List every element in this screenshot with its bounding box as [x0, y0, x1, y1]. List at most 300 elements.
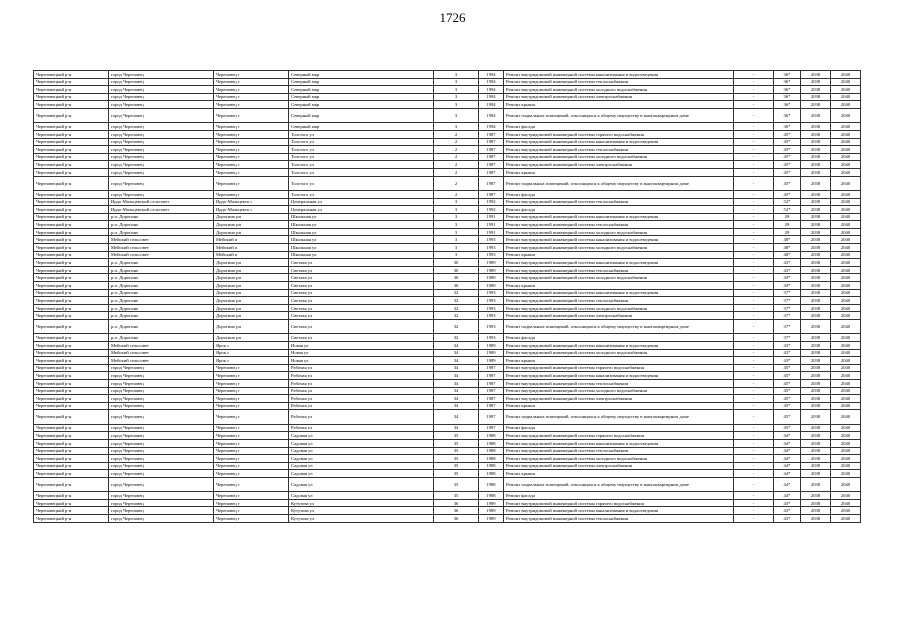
house-number-cell: 34: [434, 349, 479, 357]
district-cell: Череповецкий р-н: [34, 297, 109, 305]
end-year-cell: 2040: [831, 153, 861, 161]
table-body: [34, 71, 861, 523]
district-cell: Череповецкий р-н: [34, 236, 109, 244]
start-year-cell: 2038: [801, 146, 831, 154]
locality-cell: Череповец г: [214, 190, 289, 198]
work-type-cell: Ремонт подвальных помещений, относящихся к общему имуществу в многоквартирном доме: [504, 108, 734, 122]
settlement-cell: город Череповец: [109, 93, 214, 101]
cost-cell: 36*: [774, 78, 801, 86]
locality-cell: Череповец г: [214, 138, 289, 146]
locality-cell: Череповец г: [214, 402, 289, 410]
work-type-cell: Ремонт крыши: [504, 470, 734, 478]
end-year-cell: 2040: [831, 462, 861, 470]
street-cell: Светлая ул: [289, 259, 434, 267]
street-cell: Школьная ул: [289, 213, 434, 221]
street-cell: Новая ул: [289, 341, 434, 349]
start-year-cell: 2038: [801, 289, 831, 297]
settlement-cell: Ирдо-Мальцевский сельсовет: [109, 198, 214, 206]
settlement-cell: р.п. Дорогино: [109, 282, 214, 290]
cost-cell: 45*: [774, 387, 801, 395]
house-number-cell: 3: [434, 228, 479, 236]
end-year-cell: 2040: [831, 161, 861, 169]
end-year-cell: 2040: [831, 176, 861, 190]
settlement-cell: город Череповец: [109, 477, 214, 491]
repair-schedule-table: [33, 70, 861, 523]
placeholder-cell: -: [734, 379, 774, 387]
district-cell: Череповецкий р-н: [34, 71, 109, 79]
cost-cell: 37*: [774, 304, 801, 312]
work-type-cell: Ремонт внутридомовой инженерной системы холодного водоснабжения: [504, 228, 734, 236]
end-year-cell: 2040: [831, 251, 861, 259]
built-year-cell: 1989: [479, 507, 504, 515]
street-cell: Северный мкр: [289, 108, 434, 122]
built-year-cell: 1989: [479, 282, 504, 290]
cost-cell: 36*: [774, 71, 801, 79]
built-year-cell: 1987: [479, 395, 504, 403]
cost-cell: 45*: [774, 168, 801, 176]
start-year-cell: 2038: [801, 349, 831, 357]
placeholder-cell: -: [734, 101, 774, 109]
work-type-cell: Ремонт крыши: [504, 168, 734, 176]
settlement-cell: город Череповец: [109, 176, 214, 190]
district-cell: Череповецкий р-н: [34, 349, 109, 357]
work-type-cell: Ремонт фасада: [504, 334, 734, 342]
table-row: [34, 101, 861, 109]
built-year-cell: 1987: [479, 138, 504, 146]
street-cell: Толстого ул: [289, 153, 434, 161]
street-cell: Рабочая ул: [289, 410, 434, 424]
placeholder-cell: -: [734, 78, 774, 86]
house-number-cell: 3: [434, 251, 479, 259]
placeholder-cell: -: [734, 168, 774, 176]
locality-cell: Ярок с: [214, 357, 289, 365]
table-row: [34, 470, 861, 478]
start-year-cell: 2038: [801, 439, 831, 447]
cost-cell: 44*: [774, 477, 801, 491]
placeholder-cell: -: [734, 213, 774, 221]
locality-cell: Череповец г: [214, 387, 289, 395]
house-number-cell: 3: [434, 206, 479, 214]
district-cell: Череповецкий р-н: [34, 320, 109, 334]
start-year-cell: 2038: [801, 395, 831, 403]
start-year-cell: 2038: [801, 206, 831, 214]
cost-cell: 44*: [774, 439, 801, 447]
placeholder-cell: -: [734, 123, 774, 131]
cost-cell: 43*: [774, 259, 801, 267]
cost-cell: 36*: [774, 86, 801, 94]
street-cell: Толстого ул: [289, 190, 434, 198]
placeholder-cell: -: [734, 130, 774, 138]
street-cell: Новая ул: [289, 349, 434, 357]
cost-cell: 36*: [774, 123, 801, 131]
work-type-cell: Ремонт внутридомовой инженерной системы канализования и водоотведения: [504, 439, 734, 447]
cost-cell: 45*: [774, 146, 801, 154]
settlement-cell: город Череповец: [109, 492, 214, 500]
built-year-cell: 1989: [479, 349, 504, 357]
work-type-cell: Ремонт крыши: [504, 402, 734, 410]
settlement-cell: р.п. Дорогино: [109, 259, 214, 267]
street-cell: Северный мкр: [289, 123, 434, 131]
table-row: [34, 274, 861, 282]
table-row: [34, 297, 861, 305]
built-year-cell: 1988: [479, 477, 504, 491]
table-row: [34, 349, 861, 357]
street-cell: Рабочая ул: [289, 387, 434, 395]
built-year-cell: 1991: [479, 221, 504, 229]
locality-cell: Череповец г: [214, 379, 289, 387]
locality-cell: Дорогино рп: [214, 266, 289, 274]
district-cell: Череповецкий р-н: [34, 93, 109, 101]
locality-cell: Череповец г: [214, 372, 289, 380]
settlement-cell: р.п. Дорогино: [109, 221, 214, 229]
end-year-cell: 2040: [831, 86, 861, 94]
house-number-cell: 35: [434, 470, 479, 478]
built-year-cell: 1988: [479, 492, 504, 500]
house-number-cell: 3: [434, 198, 479, 206]
street-cell: Светлая ул: [289, 274, 434, 282]
table-row: [34, 507, 861, 515]
district-cell: Череповецкий р-н: [34, 304, 109, 312]
cost-cell: 37*: [774, 297, 801, 305]
settlement-cell: город Череповец: [109, 402, 214, 410]
work-type-cell: Ремонт крыши: [504, 357, 734, 365]
placeholder-cell: -: [734, 341, 774, 349]
table-row: [34, 266, 861, 274]
district-cell: Череповецкий р-н: [34, 410, 109, 424]
table-row: [34, 123, 861, 131]
street-cell: Новая ул: [289, 357, 434, 365]
placeholder-cell: -: [734, 274, 774, 282]
start-year-cell: 2038: [801, 236, 831, 244]
cost-cell: 45*: [774, 410, 801, 424]
street-cell: Рабочая ул: [289, 402, 434, 410]
house-number-cell: 35: [434, 432, 479, 440]
work-type-cell: Ремонт внутридомовой инженерной системы теплоснабжения: [504, 515, 734, 523]
locality-cell: Дорогино рп: [214, 282, 289, 290]
built-year-cell: 1987: [479, 364, 504, 372]
district-cell: Череповецкий р-н: [34, 432, 109, 440]
street-cell: Светлая ул: [289, 304, 434, 312]
street-cell: Светлая ул: [289, 289, 434, 297]
street-cell: Светлая ул: [289, 282, 434, 290]
placeholder-cell: -: [734, 349, 774, 357]
street-cell: Кутузова ул: [289, 499, 434, 507]
locality-cell: Череповец г: [214, 410, 289, 424]
built-year-cell: 1989: [479, 259, 504, 267]
locality-cell: Дорогино рп: [214, 221, 289, 229]
street-cell: Рабочая ул: [289, 372, 434, 380]
placeholder-cell: -: [734, 410, 774, 424]
settlement-cell: Мейский сельсовет: [109, 236, 214, 244]
locality-cell: Череповец г: [214, 168, 289, 176]
start-year-cell: 2038: [801, 244, 831, 252]
cost-cell: 45*: [774, 372, 801, 380]
house-number-cell: 3: [434, 221, 479, 229]
end-year-cell: 2040: [831, 432, 861, 440]
built-year-cell: 1988: [479, 432, 504, 440]
work-type-cell: Ремонт внутридомовой инженерной системы холодного водоснабжения: [504, 244, 734, 252]
settlement-cell: город Череповец: [109, 379, 214, 387]
settlement-cell: р.п. Дорогино: [109, 312, 214, 320]
start-year-cell: 2038: [801, 71, 831, 79]
end-year-cell: 2040: [831, 477, 861, 491]
settlement-cell: Мейский сельсовет: [109, 251, 214, 259]
built-year-cell: 1991: [479, 228, 504, 236]
page-number: 1726: [439, 10, 466, 25]
work-type-cell: Ремонт фасада: [504, 123, 734, 131]
built-year-cell: 1993: [479, 244, 504, 252]
district-cell: Череповецкий р-н: [34, 341, 109, 349]
work-type-cell: Ремонт внутридомовой инженерной системы теплоснабжения: [504, 447, 734, 455]
district-cell: Череповецкий р-н: [34, 161, 109, 169]
start-year-cell: 2038: [801, 320, 831, 334]
house-number-cell: 34: [434, 341, 479, 349]
table-row: [34, 221, 861, 229]
house-number-cell: 2: [434, 130, 479, 138]
house-number-cell: 2: [434, 153, 479, 161]
work-type-cell: Ремонт внутридомовой инженерной системы холодного водоснабжения: [504, 349, 734, 357]
end-year-cell: 2040: [831, 130, 861, 138]
cost-cell: 48*: [774, 251, 801, 259]
district-cell: Череповецкий р-н: [34, 515, 109, 523]
start-year-cell: 2038: [801, 176, 831, 190]
locality-cell: Череповец г: [214, 101, 289, 109]
built-year-cell: 1987: [479, 130, 504, 138]
work-type-cell: Ремонт внутридомовой инженерной системы холодного водоснабжения: [504, 153, 734, 161]
table-row: [34, 515, 861, 523]
built-year-cell: 1994: [479, 86, 504, 94]
end-year-cell: 2040: [831, 274, 861, 282]
built-year-cell: 1993: [479, 304, 504, 312]
district-cell: Череповецкий р-н: [34, 357, 109, 365]
house-number-cell: 2: [434, 146, 479, 154]
street-cell: Садовая ул: [289, 439, 434, 447]
house-number-cell: 2: [434, 138, 479, 146]
cost-cell: 44*: [774, 432, 801, 440]
placeholder-cell: -: [734, 357, 774, 365]
table-row: [34, 492, 861, 500]
street-cell: Северный мкр: [289, 71, 434, 79]
house-number-cell: 34: [434, 387, 479, 395]
locality-cell: Череповец г: [214, 455, 289, 463]
cost-cell: 48*: [774, 244, 801, 252]
built-year-cell: 1988: [479, 470, 504, 478]
built-year-cell: 1988: [479, 439, 504, 447]
settlement-cell: город Череповец: [109, 424, 214, 432]
end-year-cell: 2040: [831, 259, 861, 267]
table-row: [34, 341, 861, 349]
settlement-cell: город Череповец: [109, 447, 214, 455]
work-type-cell: Ремонт внутридомовой инженерной системы теплоснабжения: [504, 198, 734, 206]
work-type-cell: Ремонт внутридомовой инженерной системы теплоснабжения: [504, 379, 734, 387]
end-year-cell: 2040: [831, 312, 861, 320]
settlement-cell: р.п. Дорогино: [109, 274, 214, 282]
placeholder-cell: -: [734, 190, 774, 198]
end-year-cell: 2040: [831, 470, 861, 478]
district-cell: Череповецкий р-н: [34, 228, 109, 236]
placeholder-cell: -: [734, 304, 774, 312]
house-number-cell: 32: [434, 320, 479, 334]
start-year-cell: 2038: [801, 432, 831, 440]
district-cell: Череповецкий р-н: [34, 108, 109, 122]
built-year-cell: 1987: [479, 402, 504, 410]
district-cell: Череповецкий р-н: [34, 289, 109, 297]
street-cell: Садовая ул: [289, 477, 434, 491]
built-year-cell: 1989: [479, 499, 504, 507]
placeholder-cell: -: [734, 146, 774, 154]
table-row: [34, 153, 861, 161]
street-cell: Светлая ул: [289, 297, 434, 305]
placeholder-cell: -: [734, 221, 774, 229]
locality-cell: Череповец г: [214, 477, 289, 491]
settlement-cell: город Череповец: [109, 372, 214, 380]
placeholder-cell: -: [734, 93, 774, 101]
settlement-cell: город Череповец: [109, 439, 214, 447]
start-year-cell: 2038: [801, 251, 831, 259]
end-year-cell: 2040: [831, 282, 861, 290]
street-cell: Толстого ул: [289, 146, 434, 154]
table-row: [34, 71, 861, 79]
locality-cell: Дорогино рп: [214, 228, 289, 236]
locality-cell: Череповец г: [214, 364, 289, 372]
placeholder-cell: -: [734, 387, 774, 395]
end-year-cell: 2040: [831, 341, 861, 349]
settlement-cell: город Череповец: [109, 108, 214, 122]
locality-cell: Череповец г: [214, 161, 289, 169]
work-type-cell: Ремонт внутридомовой инженерной системы электроснабжения: [504, 161, 734, 169]
placeholder-cell: -: [734, 153, 774, 161]
end-year-cell: 2040: [831, 244, 861, 252]
street-cell: Кутузова ул: [289, 507, 434, 515]
built-year-cell: 1994: [479, 123, 504, 131]
table-row: [34, 432, 861, 440]
start-year-cell: 2038: [801, 198, 831, 206]
settlement-cell: город Череповец: [109, 130, 214, 138]
start-year-cell: 2038: [801, 101, 831, 109]
end-year-cell: 2040: [831, 320, 861, 334]
cost-cell: 43*: [774, 507, 801, 515]
work-type-cell: Ремонт внутридомовой инженерной системы канализования и водоотведения: [504, 507, 734, 515]
table-row: [34, 424, 861, 432]
locality-cell: Череповец г: [214, 470, 289, 478]
settlement-cell: город Череповец: [109, 161, 214, 169]
built-year-cell: 1987: [479, 190, 504, 198]
built-year-cell: 1989: [479, 357, 504, 365]
locality-cell: Дорогино рп: [214, 320, 289, 334]
house-number-cell: 2: [434, 168, 479, 176]
table-row: [34, 251, 861, 259]
work-type-cell: Ремонт внутридомовой инженерной системы горячего водоснабжения: [504, 432, 734, 440]
built-year-cell: 1993: [479, 289, 504, 297]
cost-cell: 43*: [774, 357, 801, 365]
placeholder-cell: -: [734, 266, 774, 274]
locality-cell: Ирдо-Мальцевск с: [214, 206, 289, 214]
work-type-cell: Ремонт внутридомовой инженерной системы канализования и водоотведения: [504, 259, 734, 267]
end-year-cell: 2040: [831, 266, 861, 274]
house-number-cell: 30: [434, 282, 479, 290]
end-year-cell: 2040: [831, 410, 861, 424]
street-cell: Светлая ул: [289, 320, 434, 334]
district-cell: Череповецкий р-н: [34, 198, 109, 206]
cost-cell: 52*: [774, 206, 801, 214]
placeholder-cell: -: [734, 108, 774, 122]
street-cell: Северный мкр: [289, 86, 434, 94]
end-year-cell: 2040: [831, 499, 861, 507]
settlement-cell: город Череповец: [109, 71, 214, 79]
start-year-cell: 2038: [801, 387, 831, 395]
locality-cell: Череповец г: [214, 424, 289, 432]
start-year-cell: 2038: [801, 424, 831, 432]
house-number-cell: 3: [434, 236, 479, 244]
work-type-cell: Ремонт внутридомовой инженерной системы горячего водоснабжения: [504, 130, 734, 138]
table-row: [34, 499, 861, 507]
cost-cell: 43*: [774, 515, 801, 523]
start-year-cell: 2038: [801, 515, 831, 523]
built-year-cell: 1988: [479, 462, 504, 470]
cost-cell: 44*: [774, 462, 801, 470]
placeholder-cell: -: [734, 515, 774, 523]
table-row: [34, 289, 861, 297]
start-year-cell: 2038: [801, 455, 831, 463]
locality-cell: Дорогино рп: [214, 334, 289, 342]
end-year-cell: 2040: [831, 71, 861, 79]
street-cell: Школьная ул: [289, 228, 434, 236]
settlement-cell: город Череповец: [109, 138, 214, 146]
district-cell: Череповецкий р-н: [34, 395, 109, 403]
built-year-cell: 1989: [479, 266, 504, 274]
house-number-cell: 35: [434, 477, 479, 491]
placeholder-cell: -: [734, 334, 774, 342]
table-row: [34, 395, 861, 403]
locality-cell: Ирдо-Мальцевск с: [214, 198, 289, 206]
table-row: [34, 455, 861, 463]
work-type-cell: Ремонт внутридомовой инженерной системы холодного водоснабжения: [504, 387, 734, 395]
placeholder-cell: -: [734, 507, 774, 515]
settlement-cell: р.п. Дорогино: [109, 334, 214, 342]
end-year-cell: 2040: [831, 206, 861, 214]
end-year-cell: 2040: [831, 101, 861, 109]
start-year-cell: 2038: [801, 492, 831, 500]
settlement-cell: город Череповец: [109, 387, 214, 395]
street-cell: Садовая ул: [289, 462, 434, 470]
start-year-cell: 2038: [801, 477, 831, 491]
end-year-cell: 2040: [831, 439, 861, 447]
street-cell: Светлая ул: [289, 312, 434, 320]
start-year-cell: 2038: [801, 470, 831, 478]
settlement-cell: город Череповец: [109, 146, 214, 154]
start-year-cell: 2038: [801, 213, 831, 221]
cost-cell: 45*: [774, 395, 801, 403]
built-year-cell: 1987: [479, 424, 504, 432]
house-number-cell: 32: [434, 289, 479, 297]
cost-cell: 43*: [774, 274, 801, 282]
table-row: [34, 168, 861, 176]
house-number-cell: 34: [434, 379, 479, 387]
work-type-cell: Ремонт внутридомовой инженерной системы горячего водоснабжения: [504, 364, 734, 372]
end-year-cell: 2040: [831, 221, 861, 229]
work-type-cell: Ремонт внутридомовой инженерной системы холодного водоснабжения: [504, 304, 734, 312]
end-year-cell: 2040: [831, 507, 861, 515]
start-year-cell: 2038: [801, 372, 831, 380]
work-type-cell: Ремонт внутридомовой инженерной системы электроснабжения: [504, 312, 734, 320]
cost-cell: 29: [774, 228, 801, 236]
settlement-cell: город Череповец: [109, 364, 214, 372]
district-cell: Череповецкий р-н: [34, 470, 109, 478]
settlement-cell: р.п. Дорогино: [109, 304, 214, 312]
house-number-cell: 30: [434, 266, 479, 274]
settlement-cell: город Череповец: [109, 395, 214, 403]
work-type-cell: Ремонт крыши: [504, 251, 734, 259]
